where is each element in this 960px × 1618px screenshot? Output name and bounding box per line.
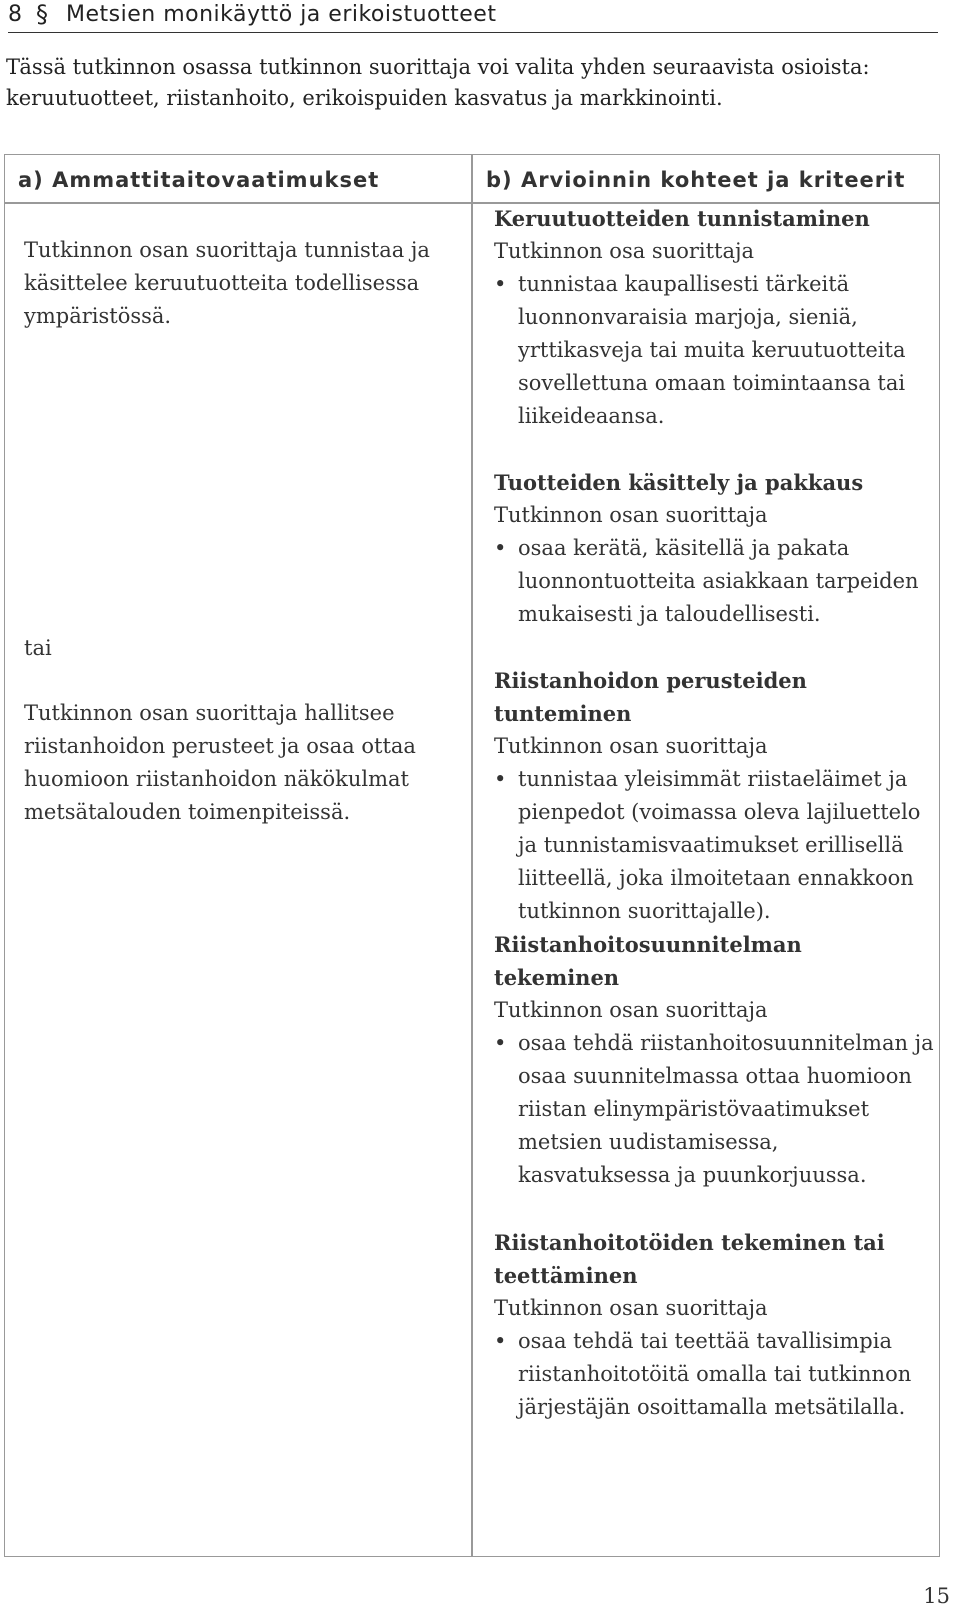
criterion-bullet-text: osaa kerätä, käsitellä ja pakata luonnontuotteita asiakkaan tarpeiden mukaisesti ja taloudellisesti. <box>518 536 919 626</box>
criterion-bullet-text: osaa tehdä tai teettää tavallisimpia riistanhoitotöitä omalla tai tutkinnon järjestäjän osoittamalla metsätilalla. <box>518 1329 912 1419</box>
criterion-1 <box>494 202 934 433</box>
requirement-1: Tutkinnon osan suorittaja tunnistaa ja käsittelee keruutuotteita todellisessa ympäristössä. <box>24 238 430 328</box>
criterion-subject: Tutkinnon osa suorittaja <box>494 239 755 263</box>
criterion-bullet <box>494 763 934 928</box>
criterion-title: Riistanhoitosuunnitelman tekeminen <box>494 932 802 990</box>
footer-page-number: 15 <box>923 1584 950 1608</box>
criterion-subject: Tutkinnon osan suorittaja <box>494 734 768 758</box>
criterion-subject: Tutkinnon osan suorittaja <box>494 503 768 527</box>
criterion-title: Riistanhoidon perusteiden tunteminen <box>494 668 807 726</box>
requirement-2: Tutkinnon osan suorittaja hallitsee riistanhoidon perusteet ja osaa ottaa huomioon riistanhoidon näkökulmat metsätalouden toimenpiteissä. <box>24 701 416 824</box>
criterion-subject: Tutkinnon osan suorittaja <box>494 998 768 1022</box>
bullet-icon: • <box>494 536 507 560</box>
header-title: Metsien monikäyttö ja erikoistuotteet <box>66 2 497 27</box>
bullet-icon: • <box>494 767 507 791</box>
criterion-title: Riistanhoitotöiden tekeminen tai teettäminen <box>494 1230 885 1288</box>
column-divider <box>471 154 473 1557</box>
criterion-title: Keruutuotteiden tunnistaminen <box>494 206 870 231</box>
bullet-icon: • <box>494 1329 507 1353</box>
right-column-header: b) Arvioinnin kohteet ja kriteerit <box>486 168 906 192</box>
page-header <box>8 0 938 33</box>
intro-paragraph: Tässä tutkinnon osassa tutkinnon suorittaja voi valita yhden seuraavista osioista: keruutuotteet, riistanhoito, erikoispuiden kasvatus ja markkinointi. <box>6 55 870 110</box>
criterion-2 <box>494 466 934 631</box>
criterion-bullet-text: osaa tehdä riistanhoitosuunnitelman ja osaa suunnitelmassa ottaa huomioon riistan elinympäristövaatimukset metsien uudistamisessa, kasvatuksessa ja puunkorjuussa. <box>518 1031 934 1187</box>
section-symbol: § <box>36 0 49 28</box>
criterion-title: Tuotteiden käsittely ja pakkaus <box>494 470 864 495</box>
bullet-icon: • <box>494 1031 507 1055</box>
criterion-4 <box>494 928 934 1192</box>
left-column-header: a) Ammattitaitovaatimukset <box>18 168 380 192</box>
criterion-bullet <box>494 1027 934 1192</box>
or-label: tai <box>24 636 52 660</box>
criterion-bullet <box>494 532 934 631</box>
header-page-number: 8 <box>8 2 23 27</box>
criterion-bullet-text: tunnistaa kaupallisesti tärkeitä luonnonvaraisia marjoja, sieniä, yrttikasveja tai muita keruutuotteita sovellettuna omaan toimintaansa tai liikeideaansa. <box>518 272 906 428</box>
criterion-bullet-text: tunnistaa yleisimmät riistaeläimet ja pienpedot (voimassa oleva lajiluettelo ja tunnistamisvaatimukset erillisellä liitteellä, joka ilmoitetaan ennakkoon tutkinnon suorittajalle). <box>518 767 921 923</box>
criterion-3 <box>494 664 934 928</box>
criterion-bullet <box>494 1325 934 1424</box>
criterion-bullet <box>494 268 934 433</box>
criterion-subject: Tutkinnon osan suorittaja <box>494 1296 768 1320</box>
criterion-5 <box>494 1226 934 1424</box>
bullet-icon: • <box>494 272 507 296</box>
